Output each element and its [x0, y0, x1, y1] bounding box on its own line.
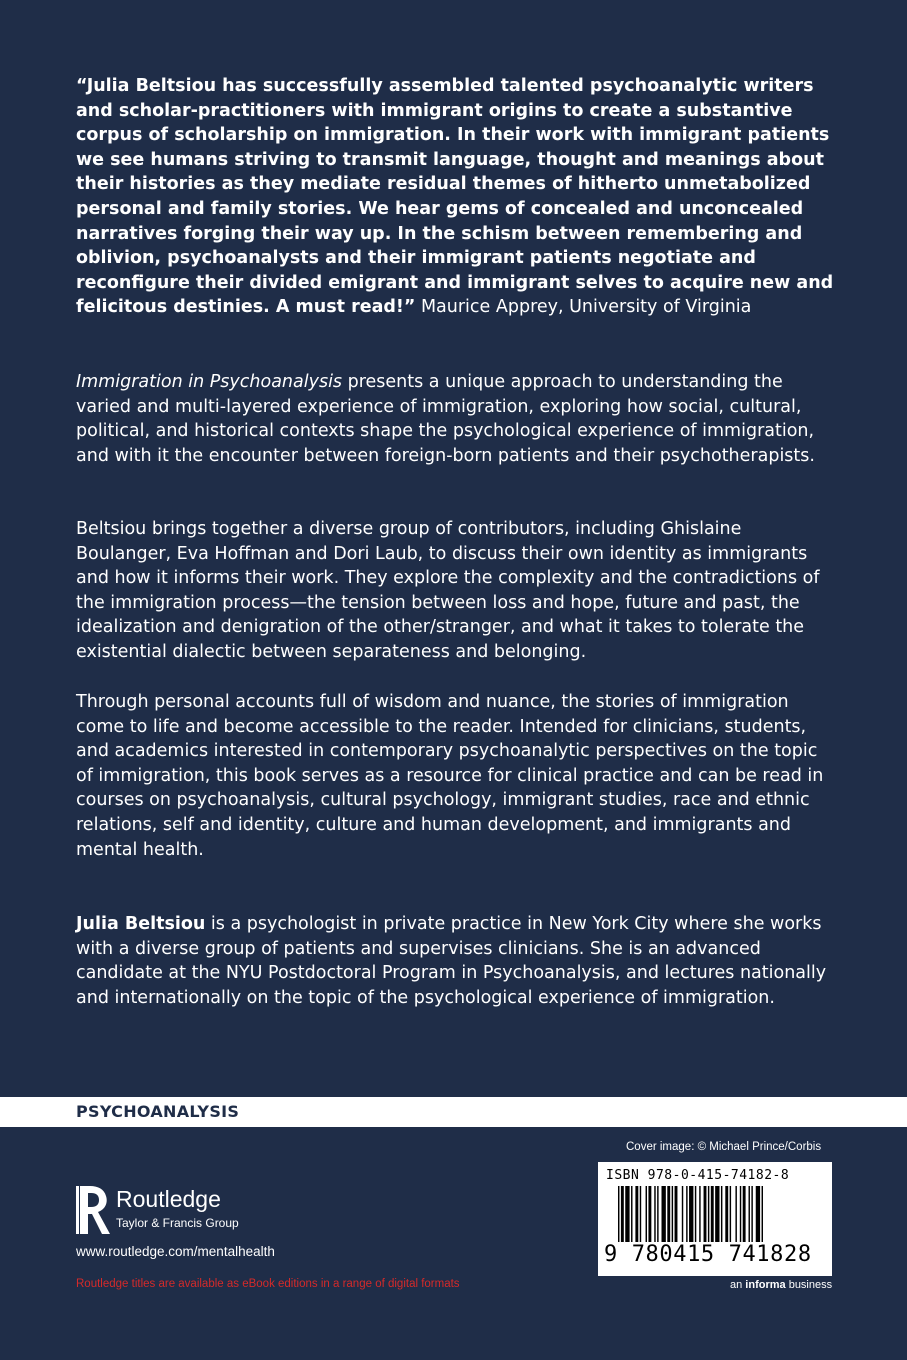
barcode-bar: [749, 1186, 750, 1242]
barcode-bar: [715, 1186, 719, 1242]
barcode-bar: [662, 1186, 666, 1242]
book-title-italic: Immigration in Psychoanalysis: [76, 372, 343, 392]
barcode-bar: [646, 1186, 647, 1242]
barcode-bars: [618, 1186, 814, 1242]
barcode-bar: [654, 1186, 655, 1242]
publisher-group: Taylor & Francis Group: [116, 1216, 239, 1230]
isbn-label: ISBN 978-0-415-74182-8: [606, 1168, 790, 1183]
barcode-bar: [756, 1186, 760, 1242]
barcode-bar: [689, 1186, 693, 1242]
barcode-bar: [762, 1186, 763, 1242]
author-name: Julia Beltsiou: [76, 914, 206, 934]
isbn-barcode: [598, 1162, 832, 1276]
barcode-bar: [721, 1186, 722, 1242]
publisher-name: Routledge: [116, 1186, 221, 1212]
informa-prefix: an: [730, 1279, 746, 1291]
ebook-note: Routledge titles are available as eBook editions in a range of digital formats: [76, 1278, 460, 1290]
informa-suffix: business: [785, 1279, 833, 1291]
barcode-bar: [635, 1186, 638, 1242]
barcode-bar: [711, 1186, 714, 1242]
barcode-bar: [657, 1186, 658, 1242]
description-p1-text: presents a unique approach to understanding the varied and multi-layered experience of immigration, exploring how social, cultural, political, and historical contexts shape the psychological experience of immigration, and with it the encounter between foreign-born patients and their psychotherapists.: [76, 372, 815, 466]
barcode-bar: [672, 1186, 673, 1242]
barcode-bar: [682, 1186, 683, 1242]
subject-label: PSYCHOANALYSIS: [76, 1102, 240, 1121]
barcode-bar: [695, 1186, 696, 1242]
barcode-bar: [675, 1186, 678, 1242]
routledge-r-icon: [76, 1184, 110, 1236]
isbn-digits: 9 780415 741828: [604, 1242, 812, 1267]
barcode-bar: [708, 1186, 709, 1242]
description-paragraph-3: Through personal accounts full of wisdom and nuance, the stories of immigration come to life and become accessible to the reader. Intended for clinicians, students, and academics interested in contemporary psychoanalytic perspectives on the topic of immigration, this book serves as a resource for clinical practice and can be read in courses on psychoanalysis, cultural psychology, immigrant studies, race and ethnic relations, self and identity, culture and human development, and immigrants and mental health.: [76, 692, 824, 860]
endorsement-quote: [76, 74, 836, 320]
barcode-bar: [699, 1186, 700, 1242]
author-bio: [76, 912, 836, 1010]
barcode-bar: [640, 1186, 641, 1242]
barcode-bar: [648, 1186, 651, 1242]
barcode-bar: [740, 1186, 741, 1242]
barcode-bar: [735, 1186, 736, 1242]
author-bio-text: is a psychologist in private practice in New York City where she works with a diverse group of patients and supervises clinicians. She is an advanced candidate at the NYU Postdoctoral Program in Psychoanalysis, and lectures nationally and internationally on the topic of the psychological experience of immigration.: [76, 914, 827, 1008]
barcode-bar: [743, 1186, 746, 1242]
barcode-bar: [730, 1186, 731, 1242]
barcode-bar: [631, 1186, 632, 1242]
barcode-bar: [686, 1186, 687, 1242]
endorsement-attribution: Maurice Apprey, University of Virginia: [415, 297, 752, 318]
barcode-bar: [751, 1186, 752, 1242]
description-paragraph-1: [76, 370, 836, 468]
informa-brand: informa: [745, 1279, 786, 1291]
informa-business: [730, 1279, 832, 1291]
endorsement-text: “Julia Beltsiou has successfully assembled talented psychoanalytic writers and scholar-practitioners with immigrant origins to create a substantive corpus of scholarship on immigration. In their work with immigrant patients we see humans striving to transmit language, thought and meanings about their histories as they mediate residual themes of hitherto unmetabolized personal and family stories. We hear gems of concealed and unconcealed narratives forging their way up. In the schism between remembering and oblivion, psychoanalysts and their immigrant patients negotiate and reconfigure their divided emigrant and immigrant selves to acquire new and felicitous destinies. A must read!”: [76, 76, 834, 318]
barcode-bar: [621, 1186, 624, 1242]
cover-credit: Cover image: © Michael Prince/Corbis: [626, 1141, 822, 1153]
publisher-logo: [76, 1184, 316, 1238]
barcode-bar: [618, 1186, 619, 1242]
barcode-bar: [725, 1186, 728, 1242]
publisher-url[interactable]: www.routledge.com/mentalhealth: [76, 1244, 275, 1259]
description-paragraph-2: Beltsiou brings together a diverse group of contributors, including Ghislaine Boulanger, Eva Hoffman and Dori Laub, to discuss their own identity as immigrants and how it informs their work. They explore the complexity and the contradictions of the immigration process—the tension between loss and hope, future and past, the idealization and denigration of the other/stranger, and what it takes to tolerate the existential dialectic between separateness and belonging.: [76, 519, 820, 662]
subject-band: [0, 1097, 907, 1127]
barcode-bar: [625, 1186, 629, 1242]
barcode-bar: [667, 1186, 670, 1242]
barcode-bar: [704, 1186, 707, 1242]
